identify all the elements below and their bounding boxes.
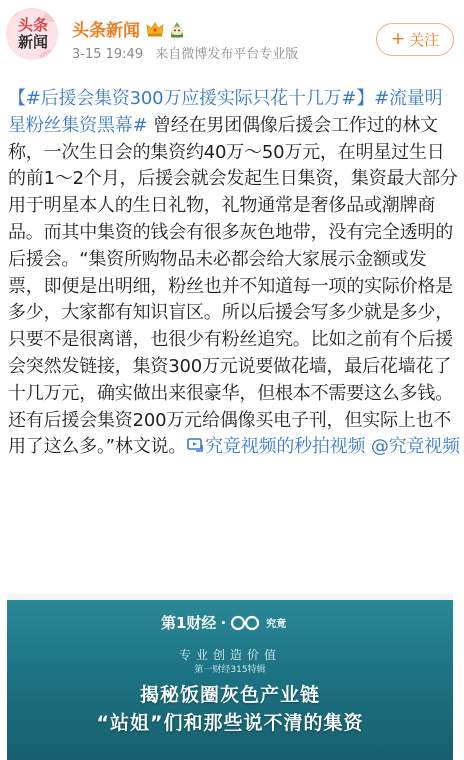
post-time[interactable]: 3-15 19:49 xyxy=(72,47,144,62)
video-logo xyxy=(161,612,286,633)
mascot-icon xyxy=(167,20,187,38)
post-text xyxy=(8,86,460,461)
video-logo-dot: · xyxy=(220,613,227,632)
plus-icon: + xyxy=(390,29,406,49)
avatar-logo xyxy=(10,17,56,51)
post-source: 来自微博发布平台专业版 xyxy=(155,47,299,62)
hashtag-topic[interactable]: #流量明星粉丝集资黑幕# xyxy=(8,88,443,136)
author-name[interactable]: 头条新闻 xyxy=(72,21,140,41)
post-body: 曾经在男团偶像后援会工作过的林文称，一次生日会的集资约40万～50万元，在明星过生日的前1～2个月，后援会就会发起生日集资，集资最大部分用于明星本人的生日礼物，礼物通常是奢侈品或潮牌商品。而其中集资的钱会有很多灰色地带，没有完全透明的后援会。“集资所购物品未必都会给大家展示金额或发票，即便是出明细，粉丝也并不知道每一项的实际价格是多少，大家都有知识盲区。所以后援会写多少就是多少，只要不是很离谱，也很少有粉丝追究。比如之前有个后援会突然发链接，集资300万元说要做花墙，最后花墙花了十几万元，确实做出来很豪华，但根本不需要这么多钱。还有后援会集资200万元给偶像买电子刊，但实际上也不用了这么多。”林文说。 xyxy=(8,114,458,458)
video-title-line1: 揭秘饭圈灰色产业链 xyxy=(139,684,320,706)
video-special-label: 第一财经315特辑 xyxy=(194,665,266,675)
post-meta xyxy=(72,43,298,62)
video-link-icon xyxy=(187,437,204,454)
avatar[interactable] xyxy=(6,8,58,60)
video-top-bar xyxy=(7,594,453,600)
crown-icon xyxy=(146,21,164,37)
mention-link[interactable]: @究竟视频 xyxy=(365,436,460,458)
avatar-logo-line1: 头条 xyxy=(17,16,48,34)
blossom-decoration xyxy=(40,50,58,60)
follow-label: 关注 xyxy=(409,31,440,49)
author-row xyxy=(72,16,187,41)
hashtag-title[interactable]: 【#后援会集资300万应援实际只花十几万#】 xyxy=(8,88,375,109)
video-logo-yicai: 第1财经 xyxy=(161,614,217,632)
video-title-line2: “站姐”们和那些说不清的集资 xyxy=(96,712,364,734)
follow-button[interactable] xyxy=(376,23,454,56)
video-thumbnail[interactable] xyxy=(7,594,453,760)
jiujing-logo-icon xyxy=(230,615,264,631)
video-link[interactable]: 究竟视频的秒拍视频 xyxy=(205,436,366,458)
avatar-logo-line2: 新闻 xyxy=(17,33,48,51)
video-logo-jiujing: 究竟 xyxy=(266,619,287,630)
video-slogan: 专业创造价值 xyxy=(178,648,281,662)
